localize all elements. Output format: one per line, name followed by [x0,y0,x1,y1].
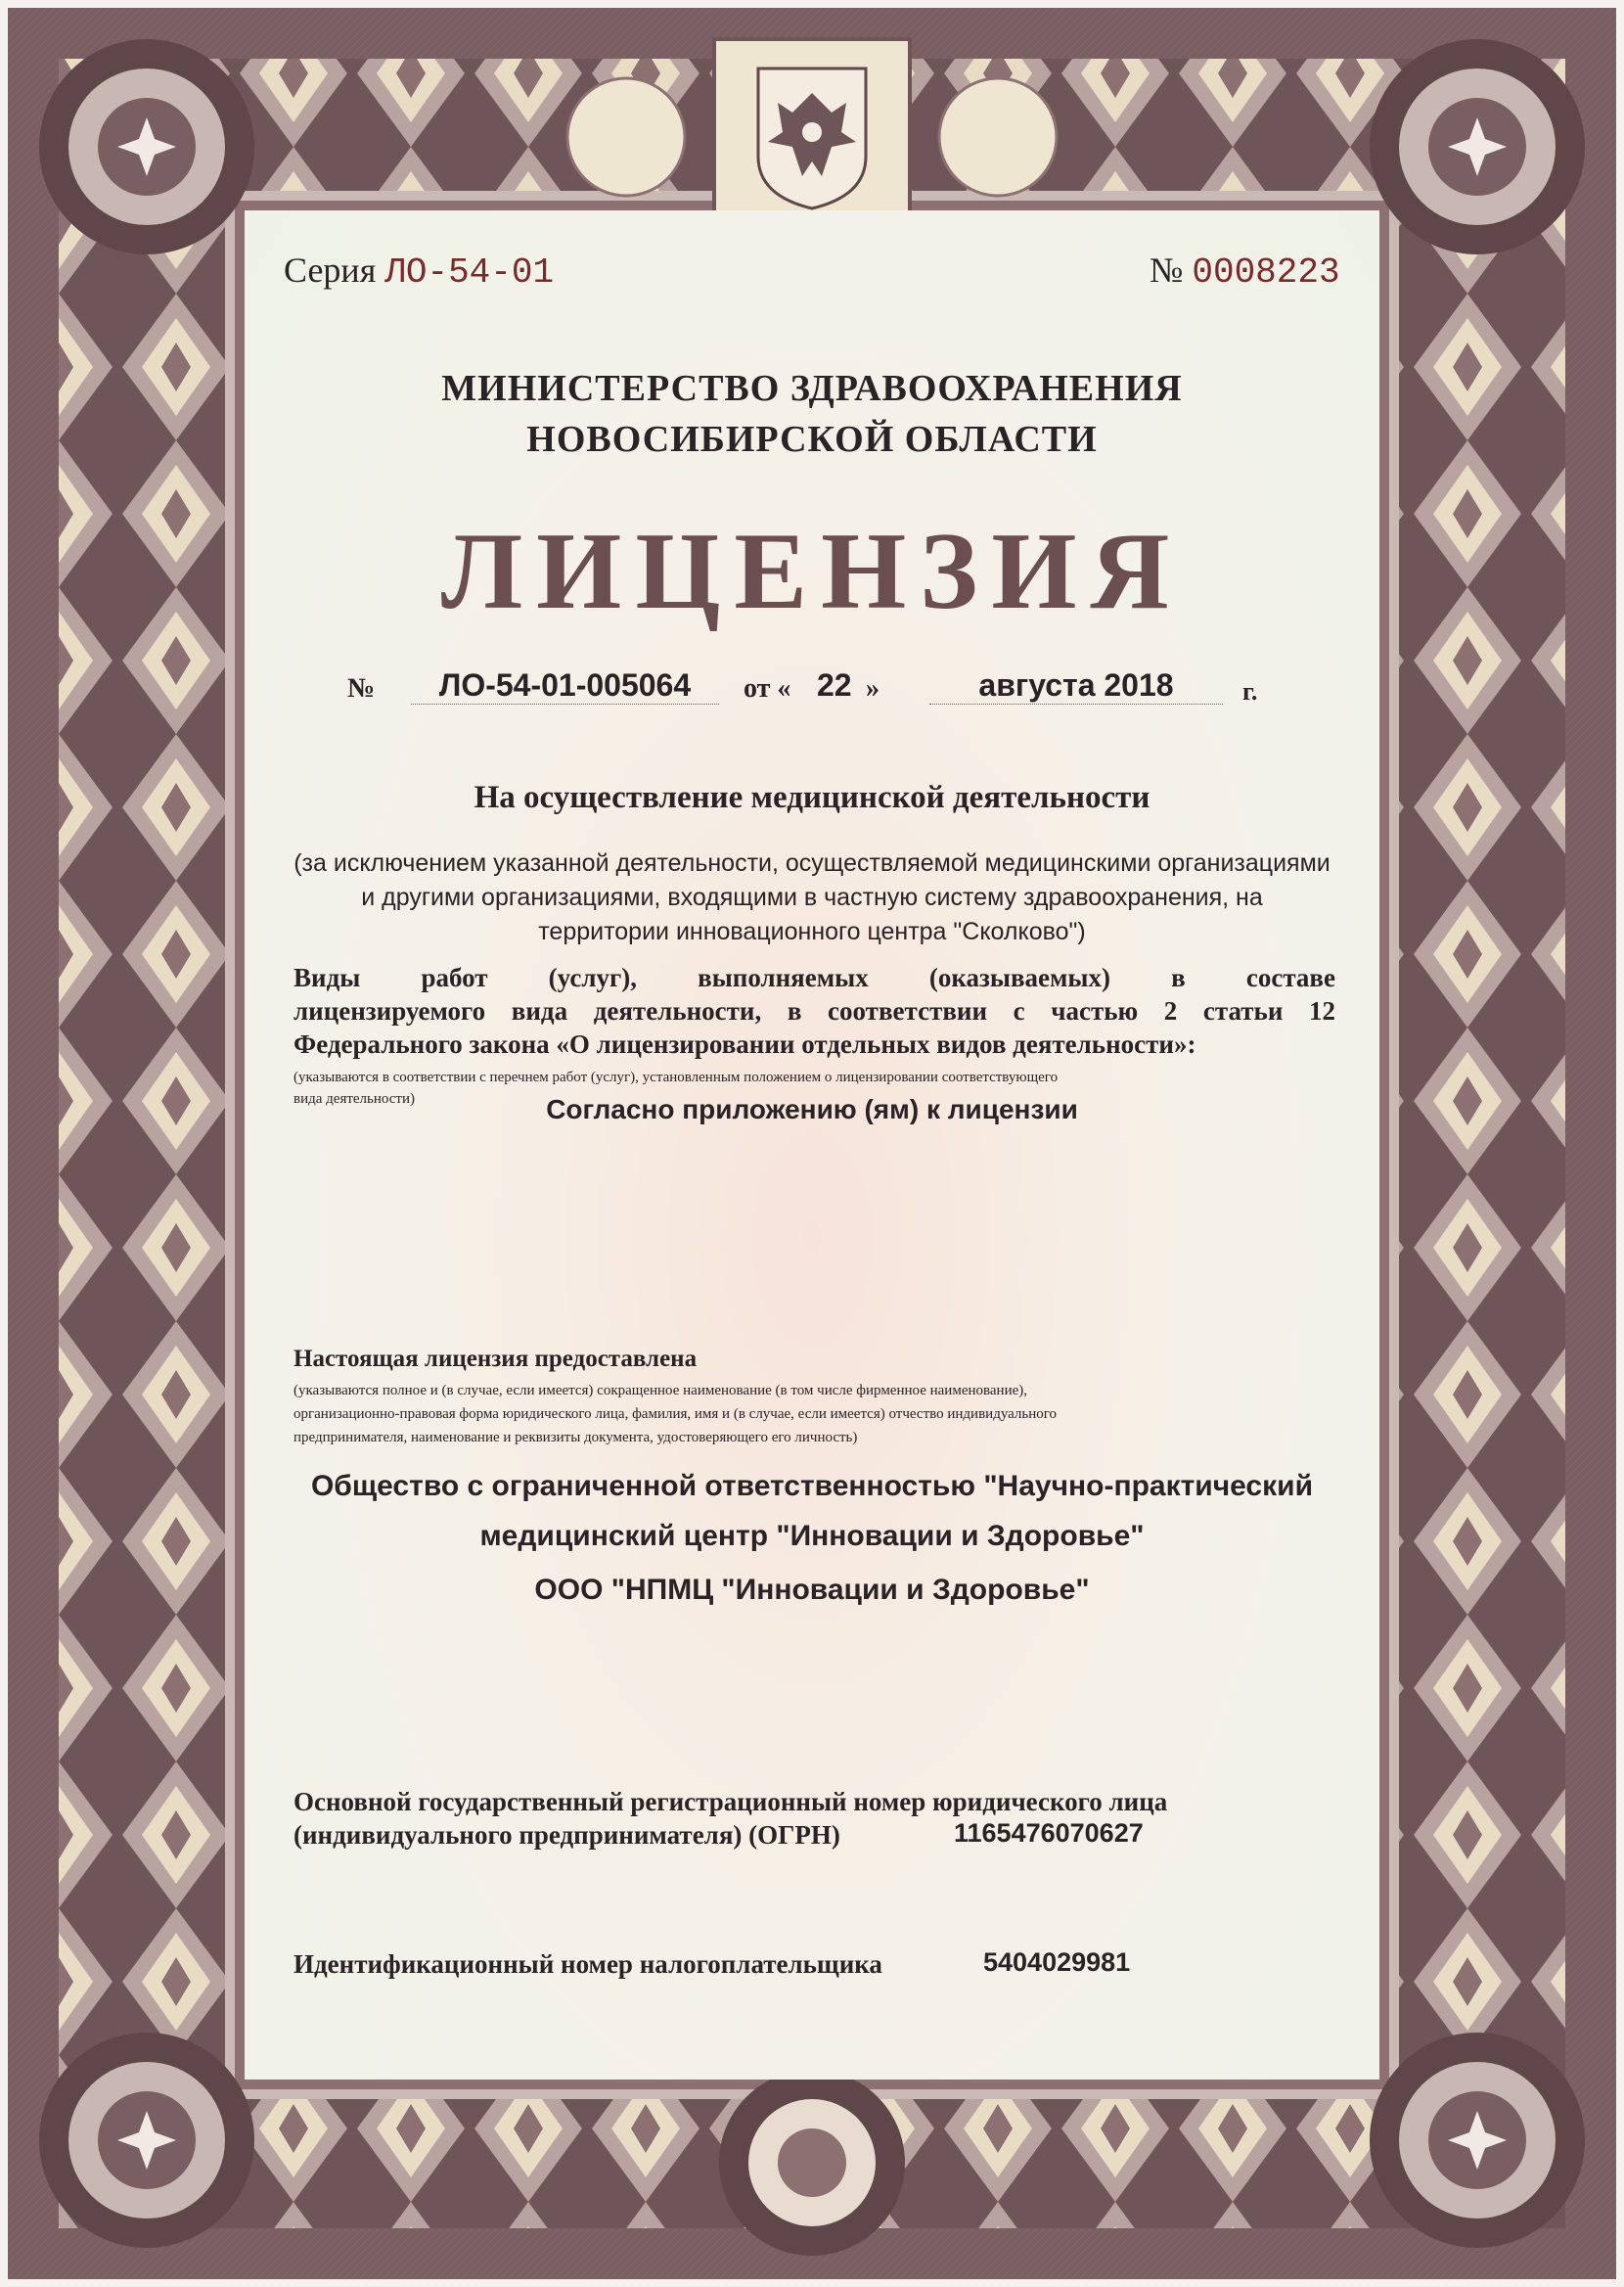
ogrn-label-1: Основной государственный регистрационный номер юридического лица [293,1787,1168,1816]
works-line-2: лицензируемого вида деятельности, в соответствии с частью 2 статьи 12 [293,996,1335,1026]
blank-number-line [1150,250,1340,293]
organization-line-3: ООО "НПМЦ "Инновации и Здоровье" [534,1574,1090,1606]
corner-rosette-top-left [39,39,254,254]
issuer-line-2: НОВОСИБИРСКОЙ ОБЛАСТИ [526,419,1098,460]
inn-label: Идентификационный номер налогоплательщика [293,1949,882,1979]
series-line [284,250,554,293]
date-close: » [866,673,880,704]
granted-label: Настоящая лицензия предоставлена [293,1346,698,1372]
bottom-center-rosette [719,2070,905,2256]
series-label: Серия [284,251,377,290]
license-number: ЛО-54-01-005064 [411,667,719,705]
ogrn-value: 1165476070627 [954,1818,1144,1848]
works-line-3: Федерального закона «О лицензировании отдельных видов деятельности»: [293,1029,1196,1059]
corner-rosette-top-right [1370,39,1585,254]
granted-hint-1: (указываются полное и (в случае, если имеется) сокращенное наименование (в том числе фирменное наименование), [293,1383,1027,1398]
date-month-year: августа 2018 [929,667,1223,705]
works-hint-1: (указываются в соответствии с перечнем работ (услуг), установленным положением о лицензировании соответствующего [293,1070,1059,1085]
issuer-line-1: МИНИСТЕРСТВО ЗДРАВООХРАНЕНИЯ [441,368,1183,409]
inn-value: 5404029981 [983,1947,1131,1977]
granted-hint-2: организационно-правовая форма юридического лица, фамилия, имя и (в случае, если имеется) отчество индивидуального [293,1406,1058,1422]
date-day: 22 [817,667,852,703]
number-value: 0008223 [1192,252,1340,293]
activity-note-1: (за исключением указанной деятельности, осуществляемой медицинскими организациями [293,849,1331,877]
works-value: Согласно приложению (ям) к лицензии [546,1094,1078,1124]
ogrn-label-2: (индивидуального предпринимателя) (ОГРН) [293,1820,840,1850]
works-hint-2: вида деятельности) [293,1091,416,1107]
series-value: ЛО-54-01 [384,252,555,293]
corner-rosette-bottom-left [39,2033,254,2248]
granted-hint-3: предпринимателя, наименование и реквизиты документа, удостоверяющего его личность) [293,1430,858,1445]
works-line-1: Виды работ (услуг), выполняемых (оказываемых) в составе [293,963,1335,992]
organization-line-2: медицинский центр "Инновации и Здоровье" [479,1520,1145,1552]
activity-note-3: территории инновационного центра "Сколково") [538,918,1086,945]
corner-rosette-bottom-right [1370,2033,1585,2248]
number-label: № [1150,251,1184,290]
activity-title: На осуществление медицинской деятельности [474,780,1150,815]
coat-of-arms-icon [748,64,876,210]
license-number-label: № [347,673,376,704]
date-year-suffix: г. [1242,677,1258,706]
organization-line-1: Общество с ограниченной ответственностью "Научно-практический [310,1470,1314,1502]
date-from-label: от « [744,673,791,704]
document-title: ЛИЦЕНЗИЯ [440,511,1184,632]
activity-note-2: и другими организациями, входящими в частную систему здравоохранения, на [361,884,1263,911]
